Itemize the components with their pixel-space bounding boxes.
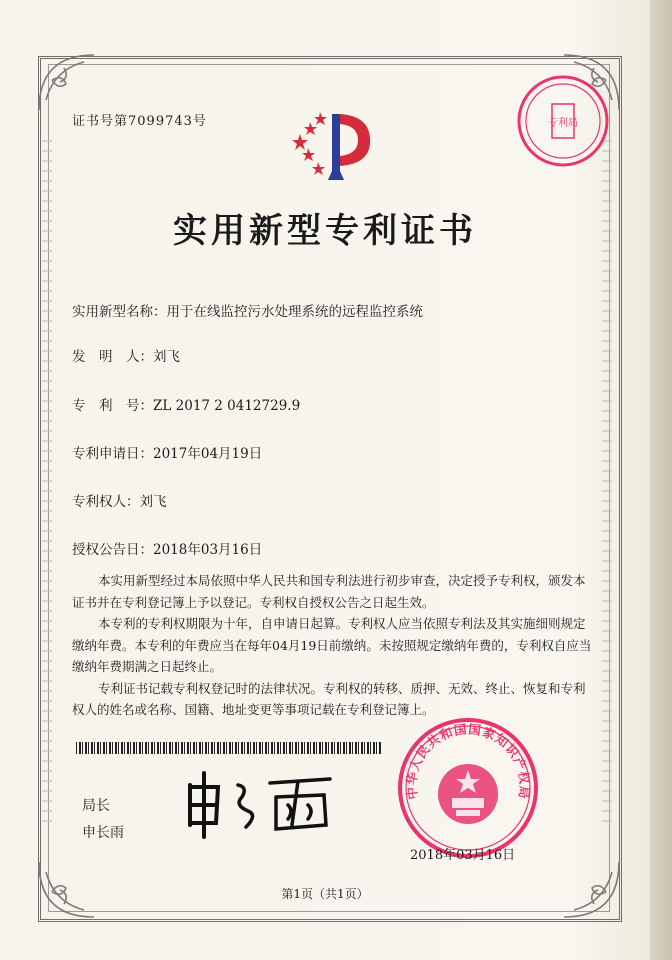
director-signature [180, 765, 340, 840]
field-filing-date [72, 442, 262, 462]
field-label: 专利权人： [72, 494, 140, 510]
body-paragraph: 本实用新型经过本局依照中华人民共和国专利法进行初步审查，决定授予专利权，颁发本证书并在专利登记簿上予以登记。专利权自授权公告之日起生效。 [72, 573, 586, 610]
field-patentee [72, 490, 167, 510]
page-number: 第1页（共1页） [281, 887, 369, 901]
field-label: 专 利 号： [72, 398, 153, 414]
seal-big-text: 中华人民共和国国家知识产权局 [403, 721, 533, 801]
field-label: 授权公告日： [72, 542, 153, 558]
official-seal-national-ip-office [396, 716, 540, 860]
field-label: 专利申请日： [72, 446, 153, 462]
seal-top-text: 专利局 [548, 118, 578, 129]
field-label: 发 明 人： [72, 349, 153, 365]
field-patent-number [72, 394, 300, 414]
field-announcement-date [72, 538, 262, 558]
patent-office-logo [288, 104, 384, 184]
field-value: 刘飞 [153, 349, 180, 365]
field-utility-model-name [72, 300, 423, 320]
certificate-number: 证书号第7099743号 [72, 114, 207, 129]
certificate-body [72, 570, 592, 721]
field-value: 2018年03月16日 [153, 542, 263, 558]
page-binding-edge [650, 0, 672, 960]
page-title: 实用新型专利证书 [173, 211, 477, 251]
director-name: 申长雨 [82, 825, 124, 841]
field-value: 用于在线监控污水处理系统的远程监控系统 [166, 304, 423, 320]
official-seal-top [516, 74, 610, 168]
body-paragraph: 专利证书记载专利权登记时的法律状况。专利权的转移、质押、无效、终止、恢复和专利权人的姓名或名称、国籍、地址变更等事项记载在专利登记簿上。 [72, 680, 586, 717]
field-value: 2017年04月19日 [153, 446, 263, 462]
field-label: 实用新型名称： [72, 304, 167, 320]
field-value: 刘飞 [139, 494, 167, 510]
field-inventor [72, 345, 180, 365]
seal-date: 2018年03月16日 [410, 848, 516, 863]
director-title: 局长 [82, 798, 110, 814]
barcode [76, 742, 382, 754]
body-paragraph: 本专利的专利权期限为十年，自申请日起算。专利权人应当依照专利法及其实施细则规定缴纳年费。本专利的年费应当在每年04月19日前缴纳。未按照规定缴纳年费的，专利权自应当缴纳年费期满之日起终止。 [72, 616, 592, 674]
field-value: ZL 2017 2 0412729.9 [153, 398, 301, 414]
